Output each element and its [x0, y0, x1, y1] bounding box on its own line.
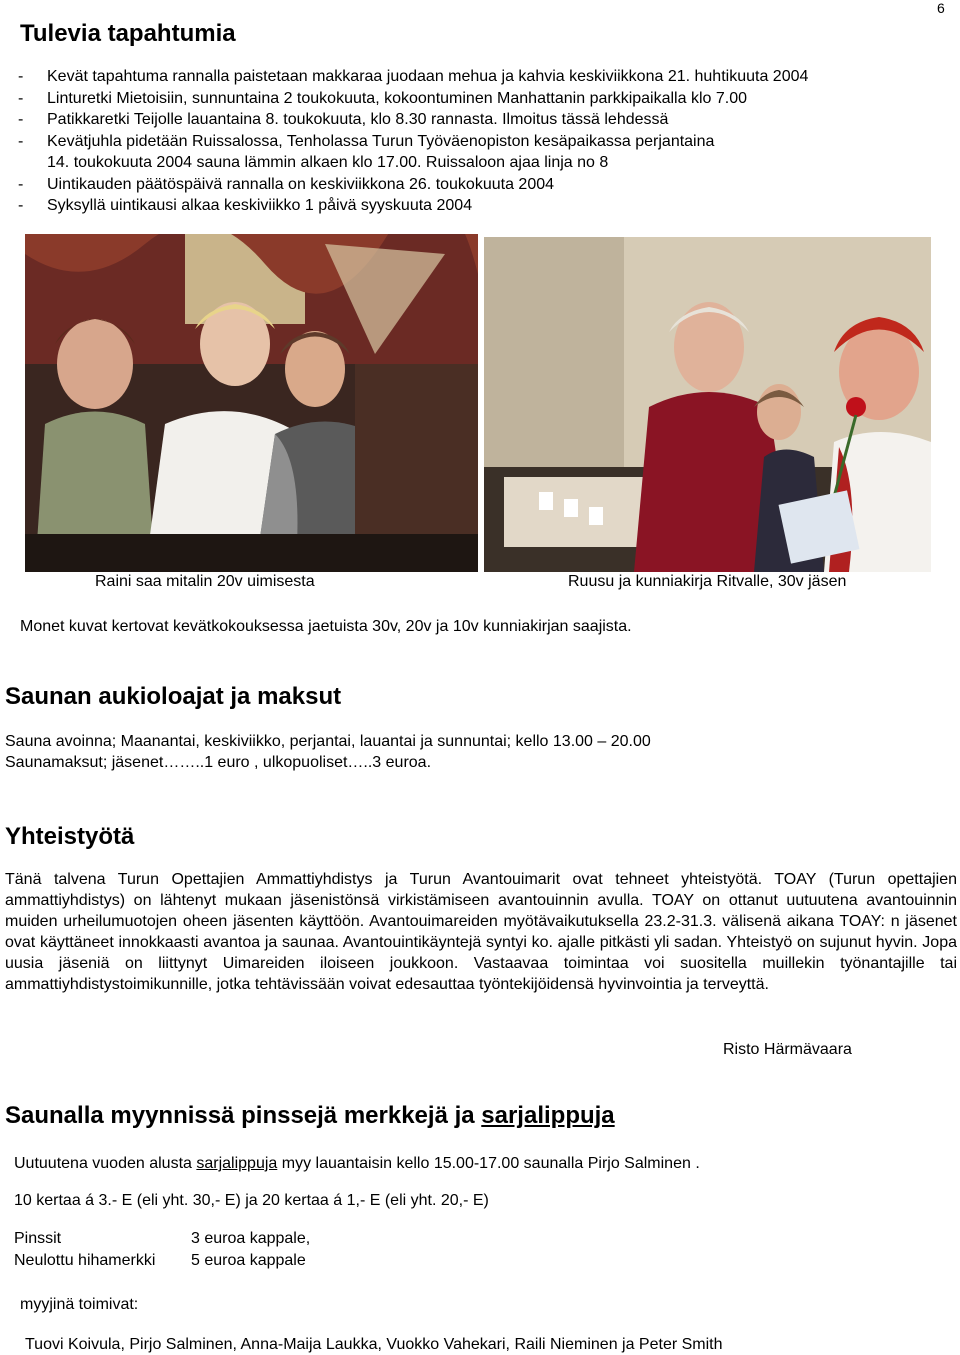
sellers-list: Tuovi Koivula, Pirjo Salminen, Anna-Maija Laukka, Vuokko Vahekari, Raili Nieminen ja Peter Smith: [25, 1336, 723, 1353]
event-item: - Linturetki Mietoisiin, sunnuntaina 2 toukokuuta, kokoontuminen Manhattanin parkkipaikalla klo 7.00: [18, 89, 747, 107]
sale-items: [14, 1228, 310, 1272]
sale-item: Pinssit 3 euroa kappale,: [14, 1230, 311, 1247]
sale-item: Neulottu hihamerkki 5 euroa kappale: [14, 1252, 306, 1269]
sauna-hours: Sauna avoinna; Maanantai, keskiviikko, perjantai, lauantai ja sunnuntai; kello 13.00 – 20.00: [5, 733, 651, 750]
cooperation-heading: Yhteistyötä: [5, 823, 135, 850]
photos-note: Monet kuvat kertovat kevätkokouksessa jaetuista 30v, 20v ja 10v kunniakirjan saajista.: [20, 618, 632, 635]
event-item: - Uintikauden päätöspäivä rannalla on keskiviikkona 26. toukokuuta 2004: [18, 175, 555, 193]
event-item-continuation: 14. toukokuuta 2004 sauna lämmin alkaen klo 17.00. Ruissaloon ajaa linja no 8: [47, 154, 609, 171]
photo-rose: [484, 237, 931, 572]
photo-caption-right: Ruusu ja kunniakirja Ritvalle, 30v jäsen: [568, 573, 847, 590]
sauna-fees: Saunamaksut; jäsenet……..1 euro , ulkopuoliset…..3 euroa.: [5, 754, 432, 771]
signature: Risto Härmävaara: [723, 1041, 852, 1058]
sellers-label: myyjinä toimivat:: [20, 1296, 139, 1313]
event-item: - Kevätjuhla pidetään Ruissalossa, Tenholassa Turun Työväenopiston kesäpaikassa perjantaina: [18, 132, 715, 150]
sale-intro: Uutuutena vuoden alusta sarjalippuja myy lauantaisin kello 15.00-17.00 saunalla Pirjo Salminen .: [14, 1155, 700, 1172]
event-item: - Kevät tapahtuma rannalla paistetaan makkaraa juodaan mehua ja kahvia keskiviikkona 21. huhtikuuta 2004: [18, 68, 809, 85]
cooperation-text: Tänä talvena Turun Opettajien Ammattiyhdistys ja Turun Avantouimarit ovat tehneet yhteistyötä. TOAY (Turun opettajien ammattiyhdistys) on lähtenyt mukaan jäsenistönsä virkistämiseen avantouinnin avulla. TOAY on ottanut uutuutena avantouinnin muiden urheilumuotojen oheen jäsenten käyttöön. Avantouimareiden myötävaikutuksella 23.2-31.3. välisenä aikana TOAY: n jäsenet ovat käyttäneet innokkaasti avantoa ja saunaa. Avantouintikäyntejä syntyi ko. ajalle pitkästi yli sadan. Yhteistyö on sujunut hyvin. Jopa uusia jäseniä on liittynyt Uimareiden iloiseen joukkoon. Vastaavaa toimintaa voi suositella muillekin työnantajille tai ammattiyhdistystoimikunnille, jotka tehtävissään voivat edesauttaa työntekijöidensä hyvinvointia ja terveyttä.: [5, 871, 957, 993]
page-number: 6: [937, 0, 945, 16]
event-item: - Syksyllä uintikausi alkaa keskiviikko 1 påivä syyskuuta 2004: [18, 197, 473, 214]
photo-medal: [25, 234, 478, 572]
events-list: [18, 66, 943, 217]
event-item: - Patikkaretki Teijolle lauantaina 8. toukokuuta, klo 8.30 rannasta. Ilmoitus tässä lehdessä: [18, 111, 669, 128]
events-heading: Tulevia tapahtumia: [20, 20, 236, 47]
sale-heading: Saunalla myynnissä pinssejä merkkejä ja sarjalippuja: [5, 1102, 615, 1129]
ticket-prices: 10 kertaa á 3.- E (eli yht. 30,- E) ja 20 kertaa á 1,- E (eli yht. 20,- E): [14, 1192, 489, 1209]
photo-caption-left: Raini saa mitalin 20v uimisesta: [95, 573, 315, 590]
sauna-heading: Saunan aukioloajat ja maksut: [5, 683, 342, 710]
